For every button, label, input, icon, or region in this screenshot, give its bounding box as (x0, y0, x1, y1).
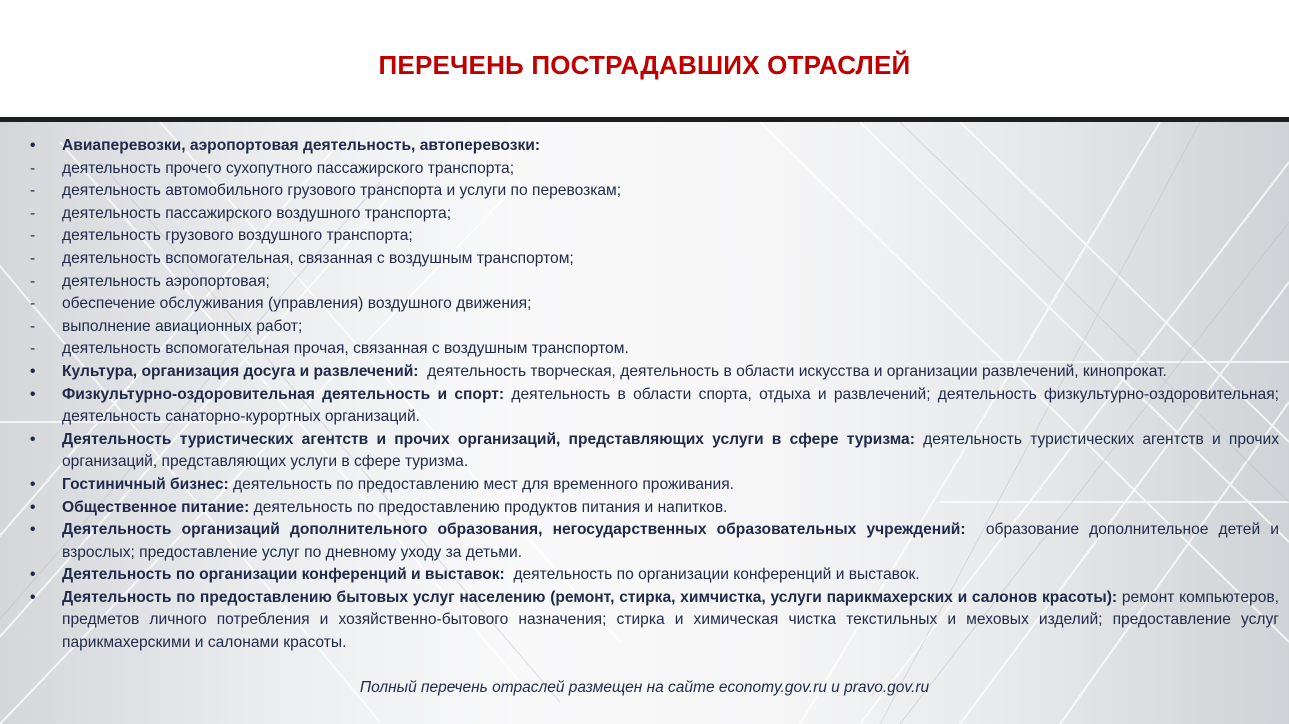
list-item (30, 497, 1279, 520)
sub-list-item (30, 180, 1279, 203)
bullet-icon: • (30, 137, 36, 154)
dash-marker: - (30, 159, 36, 177)
sub-list-item (30, 293, 1279, 316)
sector-text: деятельность по организации конференций и выставок. (504, 566, 920, 584)
sub-item-text: деятельность аэропортовая; (62, 272, 270, 290)
sub-item-text: деятельность грузового воздушного транспорта; (62, 227, 413, 245)
list-item (30, 361, 1279, 384)
bullet-icon: • (30, 566, 36, 584)
dash-marker: - (30, 249, 36, 267)
sub-item-text: обеспечение обслуживания (управления) воздушного движения; (62, 295, 532, 313)
list-item (30, 564, 1279, 587)
sector-text: деятельность творческая, деятельность в области искусства и организации развлечений, кинопрокат. (418, 362, 1167, 380)
bullet-icon: • (30, 498, 36, 516)
list-item (30, 429, 1279, 474)
dash-marker: - (30, 227, 36, 245)
sector-heading: Общественное питание: (62, 498, 250, 516)
sector-list (30, 135, 1284, 655)
sub-list-item (30, 203, 1279, 226)
sector-text: деятельность в области спорта, отдыха и развлечений; деятельность физкультурно-оздоровительная; деятельность санаторно-курортных организаций. (62, 385, 1279, 426)
sub-item-text: выполнение авиационных работ; (62, 317, 303, 335)
sector-heading: Деятельность по организации конференций и выставок: (62, 566, 505, 584)
footer-note: Полный перечень отраслей размещен на сайте economy.gov.ru и pravo.gov.ru (359, 679, 930, 696)
page-title: ПЕРЕЧЕНЬ ПОСТРАДАВШИХ ОТРАСЛЕЙ (378, 50, 911, 80)
bullet-icon: • (30, 475, 36, 493)
bullet-icon: • (30, 521, 36, 539)
list-item (30, 474, 1279, 497)
bullet-icon: • (30, 430, 36, 448)
sector-heading: Деятельность туристических агентств и прочих организаций, представляющих услуги в сфере туризма: (62, 430, 915, 448)
sector-text: ремонт компьютеров, предметов личного потребления и хозяйственно-бытового назначения; стирка и химическая чистка текстильных и меховых изделий; предоставление услуг парикмахерскими и салонами красоты. (62, 588, 1279, 652)
sector-text: деятельность туристических агентств и прочих организаций, представляющих услуги в сфере туризма. (62, 430, 1280, 471)
sub-item-text: деятельность вспомогательная, связанная с воздушным транспортом; (62, 249, 574, 267)
list-item (30, 519, 1284, 564)
list-item (30, 384, 1279, 429)
dash-marker: - (30, 317, 36, 335)
sub-item-text: деятельность вспомогательная прочая, связанная с воздушным транспортом. (62, 340, 629, 358)
sub-list-item (30, 225, 1279, 248)
sector-heading: Деятельность по предоставлению бытовых услуг населению (ремонт, стирка, химчистка, услуги парикмахерских и салонов красоты): (62, 588, 1118, 606)
sector-text: образование дополнительное детей и взрослых; предоставление услуг по дневному уходу за детьми. (62, 521, 1284, 561)
sub-list-item (30, 338, 1279, 361)
sector-heading: Культура, организация досуга и развлечений: (62, 362, 419, 380)
dash-marker: - (30, 340, 36, 358)
dash-marker: - (30, 295, 36, 313)
dash-marker: - (30, 272, 36, 290)
sector-text: деятельность по предоставлению продуктов питания и напитков. (249, 498, 728, 516)
bullet-icon: • (30, 588, 36, 606)
bullet-icon: • (30, 385, 36, 403)
sector-heading: Физкультурно-оздоровительная деятельность и спорт: (62, 385, 505, 403)
sub-item-text: деятельность пассажирского воздушного транспорта; (62, 204, 452, 222)
header (0, 0, 1289, 117)
sector-heading: Авиаперевозки, аэропортовая деятельность, автоперевозки: (62, 137, 541, 154)
dash-marker: - (30, 182, 36, 200)
sector-heading: Гостиничный бизнес: (62, 475, 229, 493)
sub-item-text: деятельность автомобильного грузового транспорта и услуги по перевозкам; (62, 182, 622, 200)
sector-text: деятельность по предоставлению мест для временного проживания. (228, 475, 734, 493)
sub-item-text: деятельность прочего сухопутного пассажирского транспорта; (62, 159, 515, 177)
sub-list-item (30, 158, 1279, 181)
sub-list-item (30, 248, 1279, 271)
sub-list-item (30, 271, 1279, 294)
dash-marker: - (30, 204, 36, 222)
sub-list-item (30, 316, 1279, 339)
list-item (30, 135, 1279, 158)
sector-heading: Деятельность организаций дополнительного образования, негосударственных образовательных учреждений: (62, 521, 966, 539)
bullet-icon: • (30, 362, 36, 380)
list-item (30, 587, 1279, 655)
